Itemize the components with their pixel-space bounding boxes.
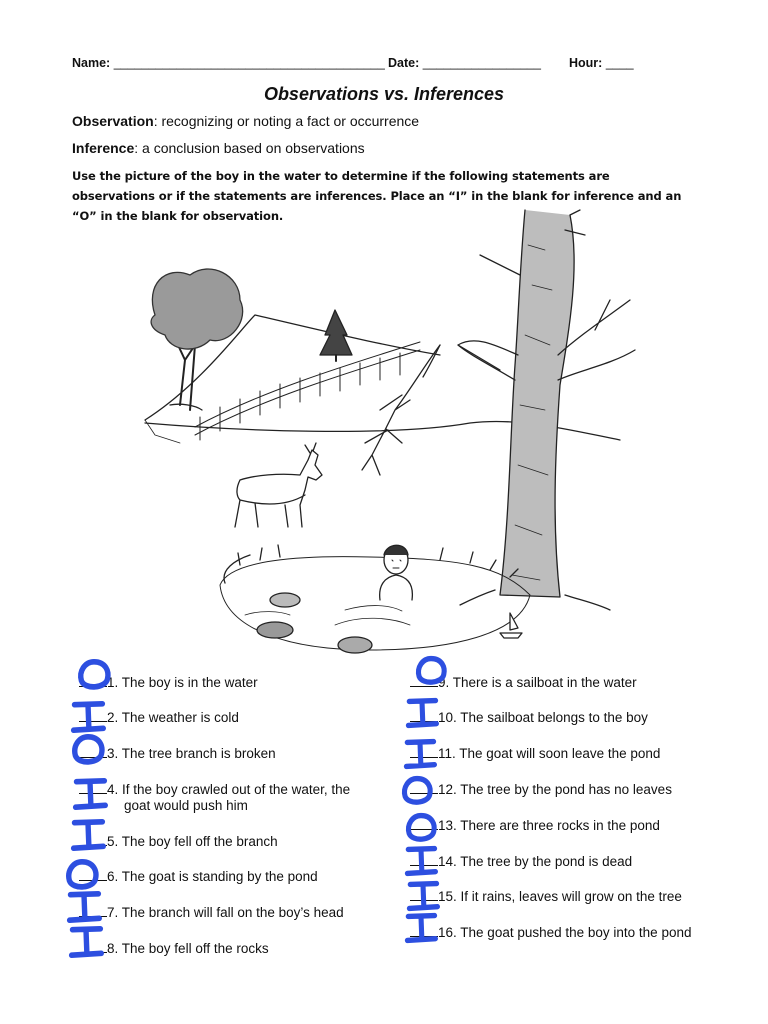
statement-text: The goat pushed the boy into the pond bbox=[460, 925, 692, 940]
statement-item bbox=[410, 745, 660, 762]
letter-i-mark bbox=[70, 818, 106, 852]
inference-definition bbox=[72, 140, 365, 156]
statement-item bbox=[410, 781, 672, 798]
letter-i-mark bbox=[70, 700, 106, 734]
handwritten-answer bbox=[403, 738, 437, 775]
statement-separator: . bbox=[453, 818, 461, 833]
letter-o-mark bbox=[414, 655, 448, 687]
statement-text: The tree by the pond has no leaves bbox=[460, 782, 672, 797]
answer-letter bbox=[64, 858, 65, 859]
letter-o-mark bbox=[404, 812, 438, 844]
statement-number: 16 bbox=[438, 925, 454, 940]
statement-text: The boy fell off the branch bbox=[121, 834, 278, 849]
statement-item bbox=[79, 781, 350, 814]
name-label: Name: bbox=[72, 56, 111, 70]
letter-i-mark bbox=[66, 890, 102, 924]
observation-text: : recognizing or noting a fact or occurrence bbox=[153, 113, 420, 129]
statement-text: The sailboat belongs to the boy bbox=[460, 710, 648, 725]
observation-definition bbox=[72, 113, 419, 129]
statement-item bbox=[410, 924, 691, 941]
handwritten-answer bbox=[70, 733, 106, 772]
statement-separator: . bbox=[114, 941, 122, 956]
broken-branch bbox=[362, 345, 500, 475]
date-field[interactable] bbox=[388, 56, 541, 70]
page-title: Observations vs. Inferences bbox=[263, 84, 505, 104]
statement-number: 13 bbox=[438, 818, 454, 833]
statement-number: 12 bbox=[438, 782, 454, 797]
hour-label: Hour: bbox=[569, 56, 603, 70]
inference-text: : a conclusion based on observations bbox=[134, 140, 365, 156]
goat bbox=[235, 443, 322, 527]
statement-separator: . bbox=[114, 710, 122, 725]
handwritten-answer bbox=[405, 697, 439, 734]
statement-text: There are three rocks in the pond bbox=[460, 818, 660, 833]
handwritten-answer bbox=[72, 777, 108, 816]
letter-i-mark bbox=[68, 925, 104, 959]
dead-tree bbox=[458, 210, 635, 610]
statement-number: 3 bbox=[107, 746, 115, 761]
date-blank[interactable]: _________________ bbox=[422, 56, 541, 70]
statement-number: 11 bbox=[438, 746, 453, 761]
letter-o-mark bbox=[70, 733, 106, 767]
statement-number: 9 bbox=[438, 675, 446, 690]
statement-text: The tree branch is broken bbox=[121, 746, 276, 761]
answer-letter bbox=[70, 733, 71, 734]
statement-separator: . bbox=[114, 834, 122, 849]
statement-text: The boy fell off the rocks bbox=[121, 941, 269, 956]
statement-number: 10 bbox=[438, 710, 454, 725]
statement-text: There is a sailboat in the water bbox=[452, 675, 637, 690]
letter-o-mark bbox=[76, 658, 112, 692]
statement-text: The goat will soon leave the pond bbox=[459, 746, 661, 761]
statement-text: If it rains, leaves will grow on the tree bbox=[460, 889, 682, 904]
observation-term: Observation bbox=[72, 113, 154, 129]
rocks bbox=[257, 593, 372, 653]
statement-item bbox=[410, 853, 632, 870]
sailboat bbox=[500, 613, 522, 638]
hour-field[interactable] bbox=[569, 56, 634, 70]
handwritten-answer bbox=[76, 658, 112, 697]
letter-i-mark bbox=[404, 845, 438, 877]
statement-text: If the boy crawled out of the water, the bbox=[122, 782, 351, 797]
statement-separator: . bbox=[453, 782, 461, 797]
handwritten-answer bbox=[404, 812, 438, 849]
statement-number: 4 bbox=[107, 782, 115, 797]
statement-item bbox=[79, 745, 276, 762]
name-blank[interactable]: _______________________________________ bbox=[113, 56, 385, 70]
statement-number: 1 bbox=[107, 675, 115, 690]
answer-letter bbox=[414, 655, 415, 656]
pine-tree bbox=[320, 310, 352, 361]
letter-o-mark bbox=[400, 775, 434, 807]
hour-blank[interactable]: ____ bbox=[605, 56, 634, 70]
letter-i-mark bbox=[405, 697, 439, 729]
handwritten-answer bbox=[414, 655, 448, 692]
statement-item bbox=[79, 833, 278, 850]
name-field[interactable] bbox=[72, 56, 385, 70]
statement-separator: . bbox=[453, 854, 461, 869]
statement-text-continued: goat would push him bbox=[124, 798, 248, 813]
answer-letter bbox=[400, 775, 401, 776]
statement-text: The goat is standing by the pond bbox=[121, 869, 318, 884]
statement-number: 14 bbox=[438, 854, 454, 869]
statement-text: The boy is in the water bbox=[121, 675, 258, 690]
statement-separator: . bbox=[114, 905, 122, 920]
statement-separator: . bbox=[453, 710, 461, 725]
statement-item bbox=[79, 940, 269, 957]
statement-separator: . bbox=[453, 889, 461, 904]
statement-separator: . bbox=[453, 925, 461, 940]
statement-separator: . bbox=[445, 675, 453, 690]
statement-separator: . bbox=[114, 782, 123, 797]
statement-item bbox=[79, 904, 344, 921]
date-label: Date: bbox=[388, 56, 420, 70]
answer-letter bbox=[76, 658, 77, 659]
statement-separator: . bbox=[114, 675, 122, 690]
statement-separator: . bbox=[452, 746, 460, 761]
statement-number: 2 bbox=[107, 710, 115, 725]
statement-text: The tree by the pond is dead bbox=[460, 854, 633, 869]
handwritten-answer bbox=[400, 775, 434, 812]
statement-separator: . bbox=[114, 746, 122, 761]
statement-item bbox=[410, 817, 660, 834]
statement-number: 7 bbox=[107, 905, 115, 920]
statement-item bbox=[79, 868, 318, 885]
letter-i-mark bbox=[72, 777, 108, 811]
handwritten-answer bbox=[66, 890, 102, 929]
statement-text: The weather is cold bbox=[121, 710, 239, 725]
handwritten-answer bbox=[404, 912, 438, 949]
statement-item bbox=[410, 888, 682, 905]
letter-i-mark bbox=[404, 912, 438, 944]
letter-i-mark bbox=[406, 880, 440, 912]
letter-o-mark bbox=[64, 858, 100, 892]
boy-in-water-illustration bbox=[140, 205, 640, 660]
handwritten-answer bbox=[404, 845, 438, 882]
handwritten-answer bbox=[70, 818, 106, 857]
letter-i-mark bbox=[403, 738, 437, 770]
leafy-tree bbox=[151, 269, 243, 410]
statement-separator: . bbox=[114, 869, 122, 884]
statement-number: 6 bbox=[107, 869, 115, 884]
boy bbox=[380, 545, 413, 600]
statement-item bbox=[410, 709, 648, 726]
inference-term: Inference bbox=[72, 140, 135, 156]
statement-number: 15 bbox=[438, 889, 454, 904]
instructions: Use the picture of the boy in the water to determine if the following statements are observations or if the statements are inferences. Place an “I” in the blank for inference and an “O” in the blank for observation. bbox=[72, 169, 682, 223]
statement-number: 5 bbox=[107, 834, 115, 849]
statement-number: 8 bbox=[107, 941, 115, 956]
fence bbox=[195, 342, 420, 440]
statement-text: The branch will fall on the boy’s head bbox=[121, 905, 344, 920]
handwritten-answer bbox=[68, 925, 104, 964]
answer-letter bbox=[404, 812, 405, 813]
